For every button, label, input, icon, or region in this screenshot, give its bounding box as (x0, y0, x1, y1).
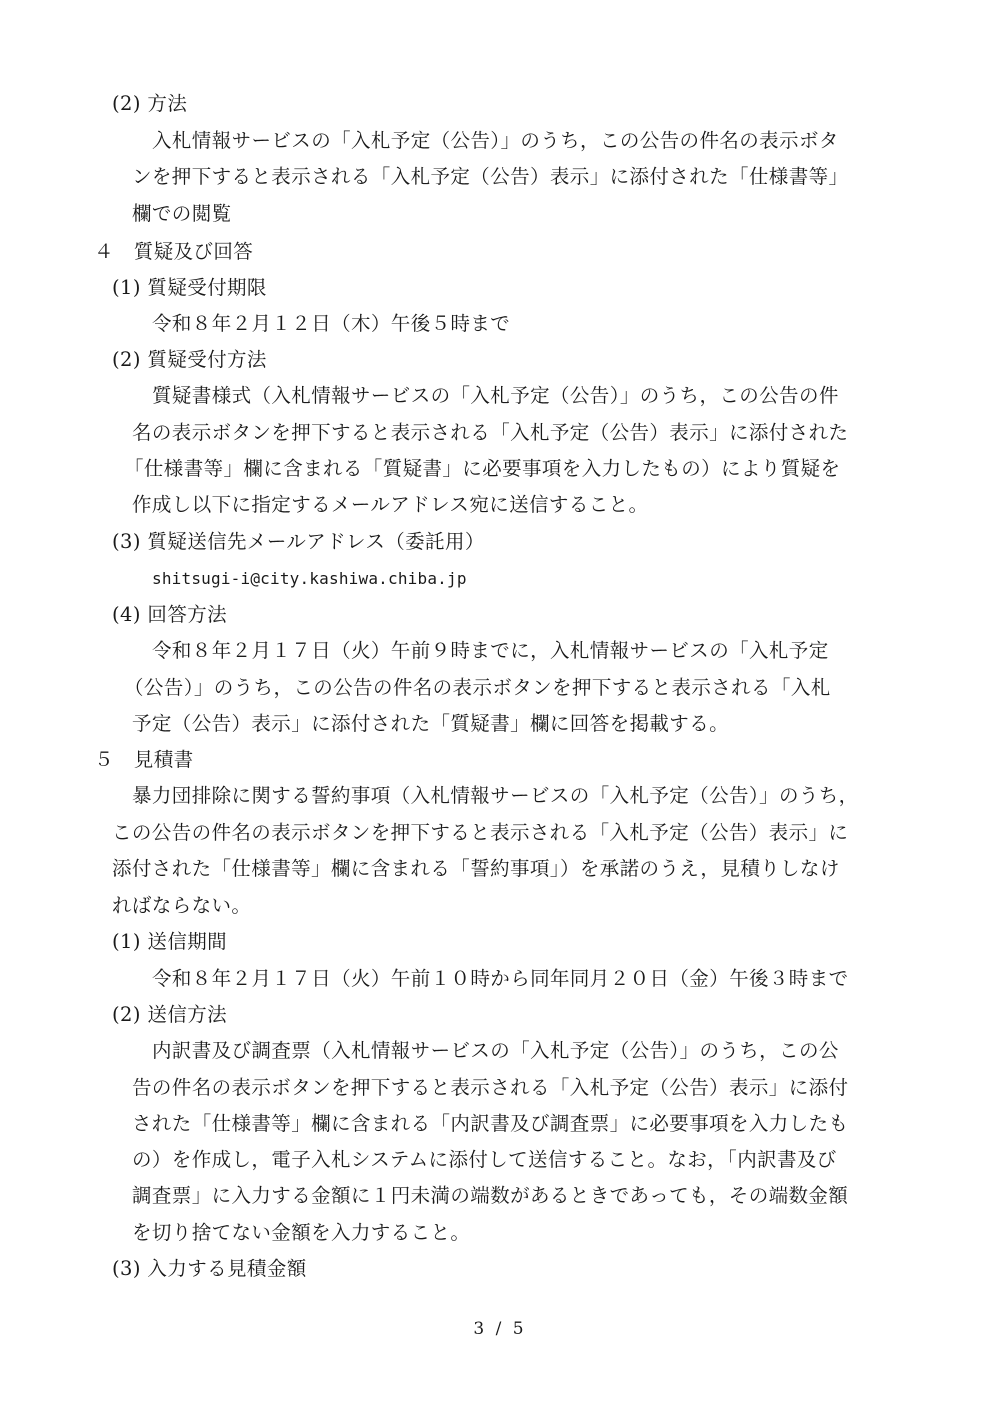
body-text-line: 名の表示ボタンを押下すると表示される「入札予定（公告）表示」に添付された (132, 421, 849, 444)
body-text-line: 欄での閲覧 (132, 202, 232, 225)
subsection-heading: (1) 質疑受付期限 (112, 276, 267, 299)
body-text-line: 告の件名の表示ボタンを押下すると表示される「入札予定（公告）表示」に添付 (132, 1076, 849, 1099)
body-text-line: 調査票」に入力する金額に１円未満の端数があるときであっても，その端数金額 (132, 1184, 849, 1207)
body-text-line: 令和８年２月１２日（木）午後５時まで (152, 312, 511, 335)
body-text-line: 暴力団排除に関する誓約事項（入札情報サービスの「入札予定（公告）」のうち， (132, 784, 859, 807)
body-text-line: を切り捨てない金額を入力すること。 (132, 1221, 471, 1244)
body-text-line: 内訳書及び調査票（入札情報サービスの「入札予定（公告）」のうち，この公 (152, 1039, 839, 1062)
body-text-line: この公告の件名の表示ボタンを押下すると表示される「入札予定（公告）表示」に (112, 821, 849, 844)
body-text-line: 添付された「仕様書等」欄に含まれる「誓約事項」）を承諾のうえ，見積りしなけ (112, 857, 840, 880)
subsection-heading: (2) 送信方法 (112, 1003, 228, 1026)
body-text-line: 作成し以下に指定するメールアドレス宛に送信すること。 (132, 493, 649, 516)
body-text-line: 入札情報サービスの「入札予定（公告）」のうち，この公告の件名の表示ボタ (152, 129, 839, 152)
body-text-line: 予定（公告）表示」に添付された「質疑書」欄に回答を掲載する。 (132, 712, 730, 735)
subsection-heading: (4) 回答方法 (112, 603, 228, 626)
email-address: shitsugi-i@city.kashiwa.chiba.jp (152, 569, 467, 588)
body-text-line: ンを押下すると表示される「入札予定（公告）表示」に添付された「仕様書等」 (132, 165, 849, 188)
subsection-heading: (3) 入力する見積金額 (112, 1257, 307, 1280)
body-text-line: 令和８年２月１７日（火）午前１０時から同年同月２０日（金）午後３時まで (152, 967, 849, 990)
body-text-line: 「仕様書等」欄に含まれる「質疑書」に必要事項を入力したもの）により質疑を (124, 457, 841, 480)
body-text-line: 令和８年２月１７日（火）午前９時までに，入札情報サービスの「入札予定 (152, 639, 829, 662)
section-heading: ５ 見積書 (94, 748, 194, 771)
subsection-heading: (1) 送信期間 (112, 930, 228, 953)
subsection-heading: (2) 質疑受付方法 (112, 348, 267, 371)
page-number: 3 / 5 (473, 1319, 527, 1339)
body-text-line: 質疑書様式（入札情報サービスの「入札予定（公告）」のうち，この公告の件 (152, 384, 839, 407)
section-heading: ４ 質疑及び回答 (94, 240, 254, 263)
body-text-line: された「仕様書等」欄に含まれる「内訳書及び調査票」に必要事項を入力したも (132, 1112, 849, 1135)
body-text-line: の）を作成し，電子入札システムに添付して送信すること。なお，「内訳書及び (132, 1148, 837, 1171)
body-text-line: （公告）」のうち，この公告の件名の表示ボタンを押下すると表示される「入札 (124, 676, 831, 699)
subsection-heading: (2) 方法 (112, 92, 188, 115)
subsection-heading: (3) 質疑送信先メールアドレス（委託用） (112, 530, 485, 553)
body-text-line: ればならない。 (112, 894, 252, 917)
